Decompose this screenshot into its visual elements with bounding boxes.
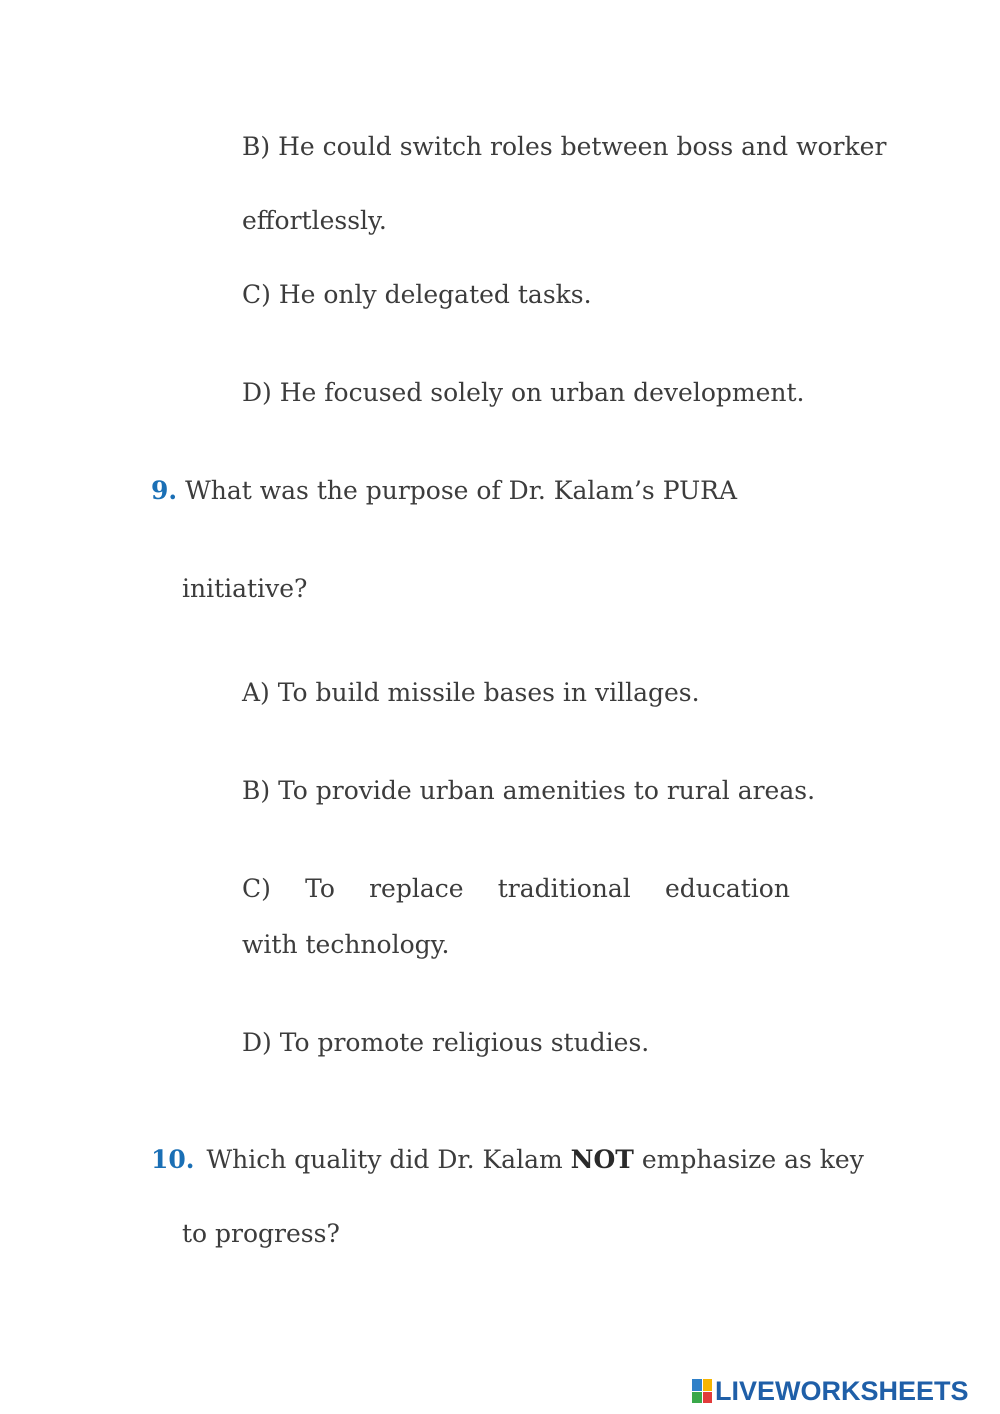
word: education bbox=[664, 874, 790, 903]
word: traditional bbox=[497, 874, 631, 903]
q9-option-c-line1 bbox=[242, 873, 790, 905]
q8-option-b-line1: B) He could switch roles between boss and worker bbox=[242, 132, 887, 161]
logo-blocks-icon bbox=[692, 1379, 712, 1403]
word: To bbox=[305, 874, 335, 903]
q9-option-a: A) To build missile bases in villages. bbox=[242, 678, 700, 707]
question-number: 10. bbox=[151, 1145, 195, 1174]
q9-option-c-line2: with technology. bbox=[242, 930, 450, 959]
q8-option-d: D) He focused solely on urban development. bbox=[242, 378, 805, 407]
q8-option-c: C) He only delegated tasks. bbox=[242, 280, 592, 309]
q9-option-b: B) To provide urban amenities to rural areas. bbox=[242, 776, 816, 805]
question-number: 9. bbox=[151, 476, 178, 505]
question-10 bbox=[151, 1144, 864, 1176]
question-text-part1: Which quality did Dr. Kalam bbox=[206, 1145, 563, 1174]
question-text-part2: emphasize as key bbox=[641, 1145, 864, 1174]
word: C) bbox=[242, 874, 271, 903]
q9-option-d: D) To promote religious studies. bbox=[242, 1028, 650, 1057]
question-text-emphasis: NOT bbox=[570, 1145, 634, 1174]
question-text: What was the purpose of Dr. Kalam’s PURA bbox=[185, 476, 738, 505]
question-10-continuation: to progress? bbox=[182, 1219, 340, 1248]
word: replace bbox=[369, 874, 464, 903]
q8-option-b-line2: effortlessly. bbox=[242, 206, 387, 235]
logo-text: LIVEWORKSHEETS bbox=[715, 1375, 969, 1406]
question-9 bbox=[151, 475, 737, 507]
question-9-continuation: initiative? bbox=[182, 574, 308, 603]
liveworksheets-logo bbox=[692, 1376, 969, 1406]
